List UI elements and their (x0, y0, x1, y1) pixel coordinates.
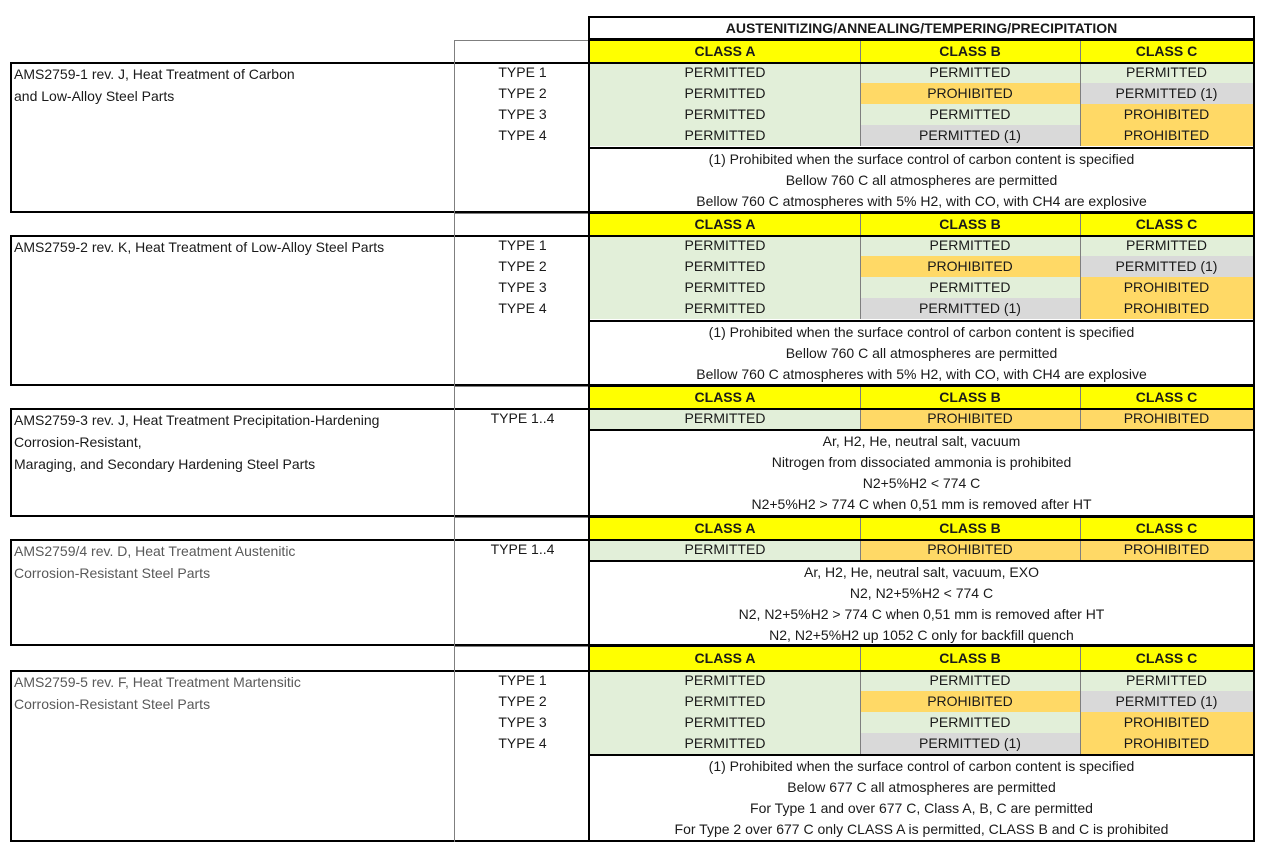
status-cell: PERMITTED (1) (1080, 691, 1253, 712)
status-cell: PERMITTED (590, 712, 860, 733)
type-label: TYPE 1 (498, 237, 547, 253)
status-cell: PROHIBITED (1080, 408, 1253, 429)
note-line: Below 677 C all atmospheres are permitted (787, 779, 1056, 795)
note-line: Bellow 760 C atmospheres with 5% H2, with CO, with CH4 are explosive (696, 366, 1147, 382)
grid-line (860, 539, 861, 560)
type-labels (455, 235, 590, 319)
class-header-a: CLASS A (590, 386, 860, 408)
type-label: TYPE 1..4 (490, 410, 555, 426)
note-line: Ar, H2, He, neutral salt, vacuum (822, 433, 1021, 449)
standard-name-line: AMS2759-5 rev. F, Heat Treatment Martensitic (14, 674, 301, 690)
standard-name-line: AMS2759-1 rev. J, Heat Treatment of Carbon (14, 66, 295, 82)
border-line (588, 39, 1255, 41)
grid-line (454, 408, 455, 517)
border-line (588, 560, 1255, 562)
status-cell: PERMITTED (590, 277, 860, 298)
border-line (588, 516, 1255, 518)
note-line: Bellow 760 C atmospheres with 5% H2, with CO, with CH4 are explosive (696, 193, 1147, 209)
status-cell: PERMITTED (590, 235, 860, 256)
border-line (588, 147, 1255, 149)
border-line (10, 539, 1255, 541)
notes-block (590, 322, 1253, 385)
grid-line (1080, 539, 1081, 560)
standard-name-line: Maraging, and Secondary Hardening Steel Parts (14, 456, 316, 472)
status-cell: PROHIBITED (1080, 298, 1253, 319)
note-line: N2+5%H2 > 774 C when 0,51 mm is removed after HT (751, 496, 1092, 512)
class-header-a: CLASS A (590, 517, 860, 539)
border-line (588, 212, 590, 386)
status-cell: PERMITTED (590, 256, 860, 277)
status-cell: PROHIBITED (1080, 733, 1253, 754)
status-cell: PERMITTED (860, 670, 1080, 691)
status-cell: PROHIBITED (860, 408, 1080, 429)
border-line (588, 645, 1255, 647)
notes-block (590, 562, 1253, 646)
class-header-b: CLASS B (860, 646, 1080, 670)
border-line (10, 670, 12, 842)
border-line (1253, 212, 1255, 386)
border-line (588, 16, 590, 40)
type-label: TYPE 3 (498, 106, 547, 122)
grid-line (860, 40, 861, 62)
border-line (10, 408, 12, 517)
standard-name-line: AMS2759-2 rev. K, Heat Treatment of Low-Alloy Steel Parts (14, 239, 385, 255)
grid-line (860, 213, 861, 235)
grid-line (454, 213, 588, 214)
grid-line (860, 386, 861, 408)
class-header-c: CLASS C (1080, 213, 1253, 235)
note-line: (1) Prohibited when the surface control of carbon content is specified (708, 151, 1135, 167)
type-label: TYPE 4 (498, 127, 547, 143)
standard-name-line: Corrosion-Resistant Steel Parts (14, 565, 211, 581)
status-cell: PROHIBITED (1080, 539, 1253, 560)
class-header-a: CLASS A (590, 213, 860, 235)
border-line (1253, 645, 1255, 842)
border-line (588, 754, 1255, 756)
grid-line (860, 646, 861, 670)
notes-block (590, 431, 1253, 515)
status-cell: PROHIBITED (1080, 712, 1253, 733)
grid-line (1080, 213, 1081, 235)
main-header: AUSTENITIZING/ANNEALING/TEMPERING/PRECIPITATION (725, 20, 1118, 36)
status-cell: PERMITTED (590, 125, 860, 146)
class-header-b: CLASS B (860, 517, 1080, 539)
grid-line (454, 40, 455, 62)
border-line (10, 539, 12, 646)
grid-line (454, 646, 588, 647)
border-line (10, 62, 12, 213)
note-line: Ar, H2, He, neutral salt, vacuum, EXO (804, 564, 1039, 580)
notes-block (590, 149, 1253, 212)
border-line (10, 235, 12, 386)
grid-line (860, 670, 861, 754)
status-cell: PERMITTED (1) (860, 298, 1080, 319)
type-label: TYPE 1..4 (490, 541, 555, 557)
note-line: Bellow 760 C all atmospheres are permitted (785, 345, 1058, 361)
standard-name-line: and Low-Alloy Steel Parts (14, 88, 175, 104)
type-labels (455, 408, 590, 429)
border-line (1253, 16, 1255, 40)
note-line: Bellow 760 C all atmospheres are permitted (785, 172, 1058, 188)
status-cell: PERMITTED (860, 277, 1080, 298)
status-cell: PERMITTED (1080, 235, 1253, 256)
note-line: Nitrogen from dissociated ammonia is prohibited (771, 454, 1072, 470)
status-cell: PERMITTED (860, 235, 1080, 256)
border-line (1253, 516, 1255, 646)
border-line (588, 39, 590, 213)
status-cell: PROHIBITED (1080, 125, 1253, 146)
class-header-c: CLASS C (1080, 40, 1253, 62)
type-label: TYPE 3 (498, 279, 547, 295)
grid-line (454, 386, 588, 387)
standard-name (14, 63, 295, 107)
type-labels (455, 62, 590, 146)
grid-line (1080, 670, 1081, 754)
grid-line (454, 670, 455, 842)
grid-line (1080, 40, 1081, 62)
standard-name-line: AMS2759/4 rev. D, Heat Treatment Austenitic (14, 543, 296, 559)
border-line (588, 212, 1255, 214)
type-labels (455, 539, 590, 560)
grid-line (454, 517, 588, 518)
class-header-b: CLASS B (860, 40, 1080, 62)
type-label: TYPE 2 (498, 693, 547, 709)
status-cell: PERMITTED (1) (1080, 83, 1253, 104)
border-line (1253, 385, 1255, 517)
border-line (588, 516, 590, 646)
grid-line (454, 40, 588, 41)
border-line (588, 385, 590, 517)
border-line (10, 670, 1255, 672)
status-cell: PERMITTED (590, 539, 860, 560)
grid-line (454, 235, 455, 386)
note-line: For Type 1 and over 677 C, Class A, B, C are permitted (750, 800, 1093, 816)
status-cell: PERMITTED (590, 670, 860, 691)
status-cell: PROHIBITED (1080, 104, 1253, 125)
note-line: N2, N2+5%H2 > 774 C when 0,51 mm is removed after HT (738, 606, 1105, 622)
border-line (10, 62, 1255, 64)
type-label: TYPE 1 (498, 64, 547, 80)
border-line (588, 320, 1255, 322)
grid-line (1080, 386, 1081, 408)
status-cell: PROHIBITED (1080, 277, 1253, 298)
status-cell: PERMITTED (590, 62, 860, 83)
note-line: N2, N2+5%H2 < 774 C (849, 585, 994, 601)
status-cell: PROHIBITED (860, 691, 1080, 712)
standard-name (14, 671, 301, 715)
note-line: N2, N2+5%H2 up 1052 C only for backfill quench (769, 627, 1074, 643)
note-line: (1) Prohibited when the surface control of carbon content is specified (708, 324, 1135, 340)
grid-line (454, 539, 455, 646)
standard-name-line: Corrosion-Resistant, (14, 434, 142, 450)
status-cell: PERMITTED (590, 408, 860, 429)
grid-line (454, 646, 455, 670)
note-line: N2+5%H2 < 774 C (862, 475, 981, 491)
grid-line (1080, 62, 1081, 146)
grid-line (454, 386, 455, 408)
border-line (588, 645, 590, 842)
border-line (10, 408, 1255, 410)
type-label: TYPE 1 (498, 672, 547, 688)
class-header-a: CLASS A (590, 646, 860, 670)
notes-block (590, 756, 1253, 840)
border-line (588, 16, 1255, 18)
status-cell: PERMITTED (590, 298, 860, 319)
status-cell: PERMITTED (590, 83, 860, 104)
status-cell: PERMITTED (860, 62, 1080, 83)
class-header-c: CLASS C (1080, 517, 1253, 539)
grid-line (1080, 646, 1081, 670)
grid-line (454, 62, 455, 213)
grid-line (1080, 408, 1081, 429)
class-header-b: CLASS B (860, 213, 1080, 235)
type-labels (455, 670, 590, 754)
border-line (1253, 39, 1255, 213)
class-header-c: CLASS C (1080, 386, 1253, 408)
grid-line (1080, 235, 1081, 319)
standard-name-line: AMS2759-3 rev. J, Heat Treatment Precipitation-Hardening (14, 412, 380, 428)
status-cell: PROHIBITED (860, 539, 1080, 560)
class-header-a: CLASS A (590, 40, 860, 62)
border-line (588, 385, 1255, 387)
grid-line (1080, 517, 1081, 539)
status-cell: PERMITTED (590, 691, 860, 712)
border-line (588, 429, 1255, 431)
grid-line (454, 517, 455, 539)
standard-name-line: Corrosion-Resistant Steel Parts (14, 696, 211, 712)
type-label: TYPE 2 (498, 258, 547, 274)
status-cell: PERMITTED (1) (1080, 256, 1253, 277)
grid-line (860, 517, 861, 539)
status-cell: PERMITTED (860, 712, 1080, 733)
status-cell: PROHIBITED (860, 256, 1080, 277)
grid-line (860, 62, 861, 146)
status-cell: PERMITTED (590, 104, 860, 125)
status-cell: PERMITTED (1080, 670, 1253, 691)
class-header-c: CLASS C (1080, 646, 1253, 670)
type-label: TYPE 4 (498, 300, 547, 316)
status-cell: PERMITTED (860, 104, 1080, 125)
type-label: TYPE 3 (498, 714, 547, 730)
status-cell: PERMITTED (1080, 62, 1253, 83)
note-line: (1) Prohibited when the surface control of carbon content is specified (708, 758, 1135, 774)
type-label: TYPE 4 (498, 735, 547, 751)
border-line (10, 840, 1255, 842)
border-line (10, 235, 1255, 237)
status-cell: PERMITTED (590, 733, 860, 754)
status-cell: PERMITTED (1) (860, 125, 1080, 146)
class-header-b: CLASS B (860, 386, 1080, 408)
grid-line (860, 408, 861, 429)
status-cell: PROHIBITED (860, 83, 1080, 104)
standard-name (14, 236, 384, 258)
grid-line (454, 213, 455, 235)
standard-name (14, 540, 295, 584)
standard-name (14, 409, 379, 475)
type-label: TYPE 2 (498, 85, 547, 101)
status-cell: PERMITTED (1) (860, 733, 1080, 754)
grid-line (860, 235, 861, 319)
note-line: For Type 2 over 677 C only CLASS A is permitted, CLASS B and C is prohibited (674, 821, 1169, 837)
